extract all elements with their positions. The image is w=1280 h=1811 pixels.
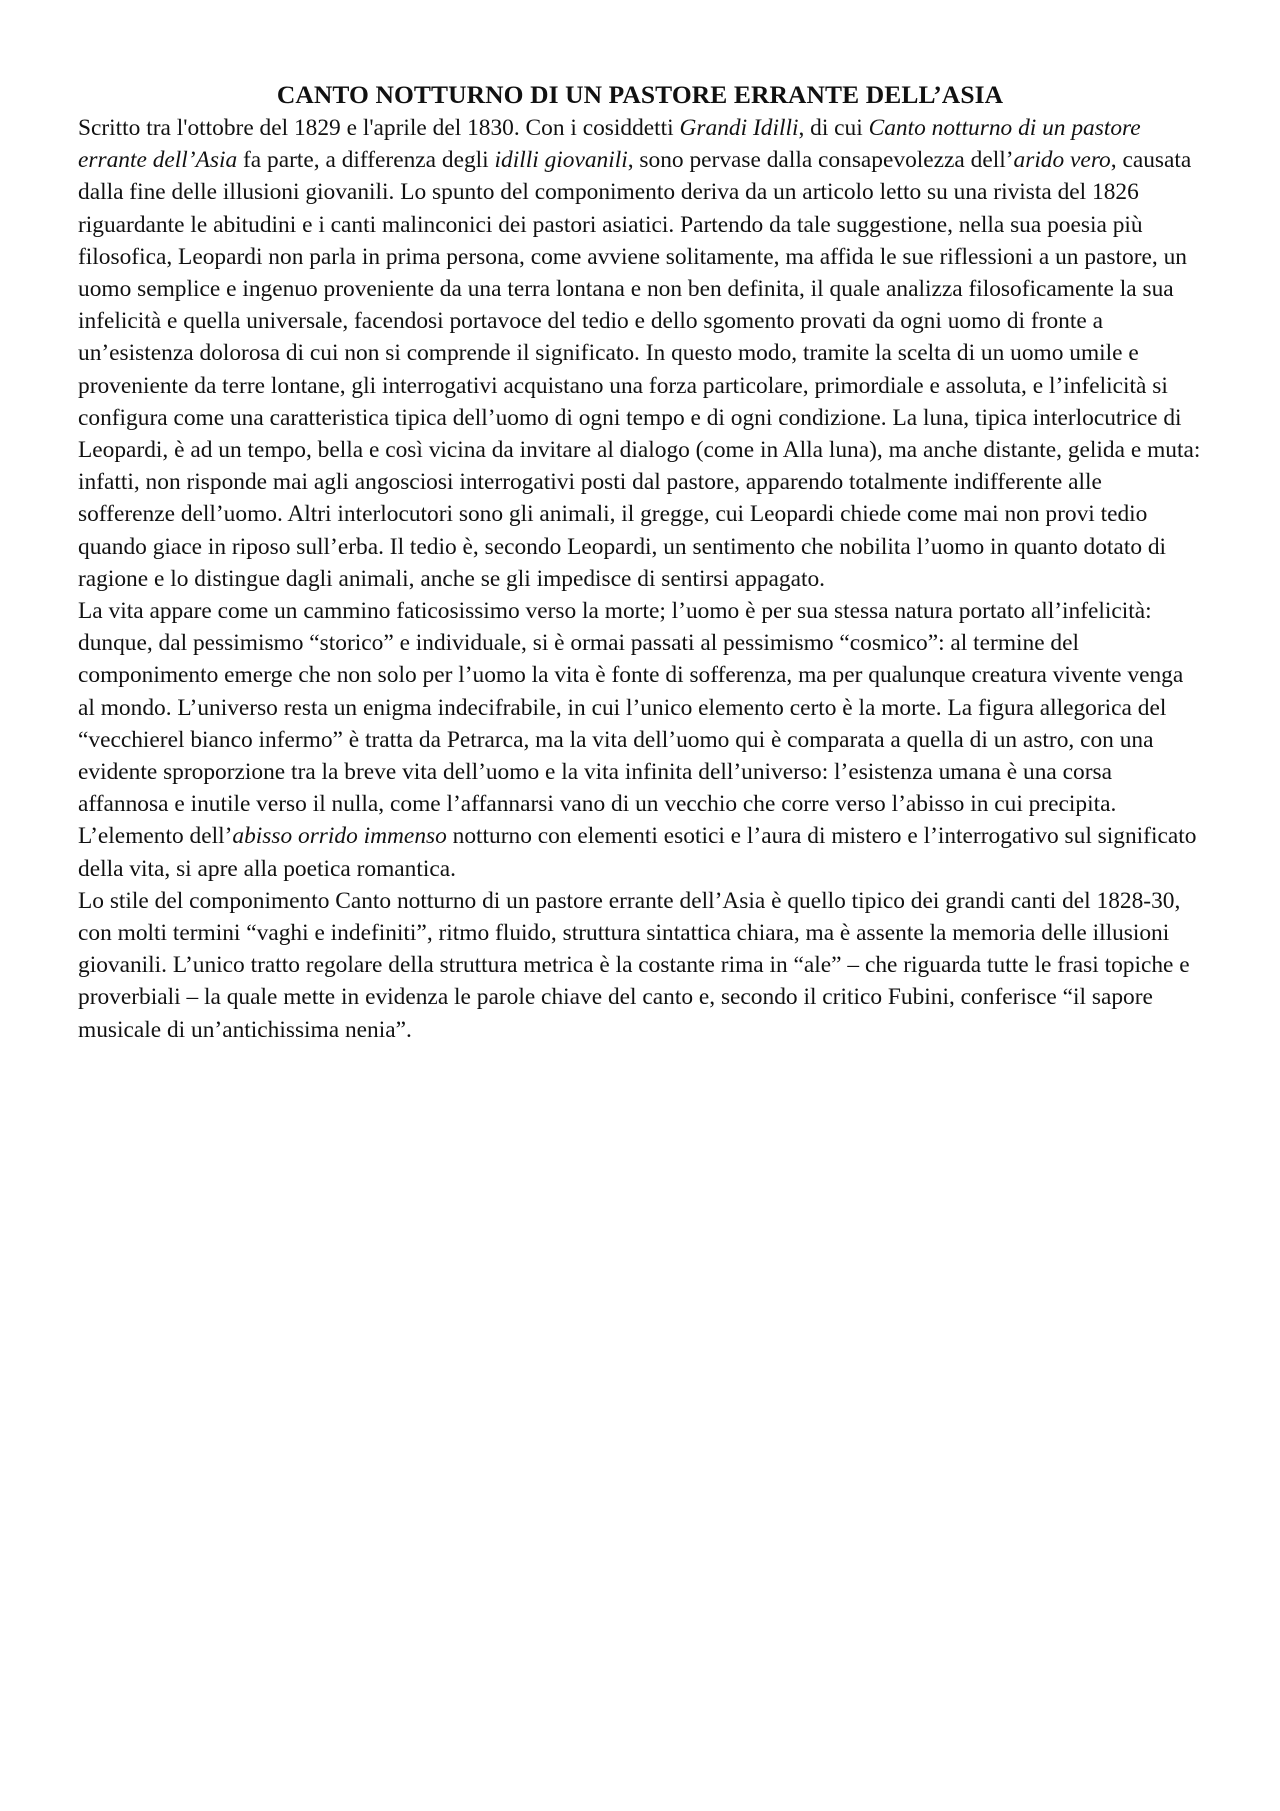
italic-idilli-giovanili: idilli giovanili: [494, 147, 628, 174]
italic-grandi-idilli: Grandi Idilli: [679, 115, 799, 141]
document-title: CANTO NOTTURNO DI UN PASTORE ERRANTE DELL’ASIA: [276, 80, 1004, 109]
paragraph-text: , causata dalla fine delle illusioni giovanili. Lo spunto del componimento deriva da un articolo letto su una rivista del 1826 riguardante le abitudini e i canti malinconici dei pastori asiatici. Partendo da tale suggestione, nella sua poesia più filosofica, Leopardi non parla in prima persona, come avviene solitamente, ma affida le sue riflessioni a un pastore, un uomo semplice e ingenuo proveniente da una terra lontana e non ben definita, il quale analizza filosoficamente la sua infelicità e quella universale, facendosi portavoce del tedio e dello sgomento provati da ogni uomo di fronte a un’esistenza dolorosa di cui non si comprende il significato. In questo modo, tramite la scelta di un uomo umile e proveniente da terre lontane, gli interrogativi acquistano una forza particolare, primordiale e assoluta, e l’infelicità si configura come una caratteristica tipica dell’uomo di ogni tempo e di ogni condizione. La luna, tipica interlocutrice di Leopardi, è ad un tempo, bella e così vicina da invitare al dialogo (come in Alla luna), ma anche distante, gelida e muta: infatti, non risponde mai agli angosciosi interrogativi posti dal pastore, apparendo totalmente indifferente alle sofferenze dell’uomo. Altri interlocutori sono gli animali, il gregge, cui Leopardi chiede come mai non provi tedio quando giace in riposo sull’erba. Il tedio è, secondo Leopardi, un sentimento che nobilita l’uomo in quanto dotato di ragione e lo distingue dagli animali, anche se gli impedisce di sentirsi appagato.: [78, 147, 1201, 592]
italic-arido-vero: arido vero: [1013, 147, 1111, 174]
paragraph-text: La vita appare come un cammino faticosissimo verso la morte; l’uomo è per sua stessa natura portato all’infelicità: dunque, dal pessimismo “storico” e individuale, si è ormai passati al pessimismo “cosmico”: al termine del componimento emerge che non solo per l’uomo la vita è fonte di sofferenza, ma per qualunque creatura vivente venga al mondo. L’universo resta un enigma indecifrabile, in cui l’unico elemento certo è la morte. La figura allegorica del “vecchierel bianco infermo” è tratta da Petrarca, ma la vita dell’uomo qui è comparata a quella di un astro, con una evidente sproporzione tra la breve vita dell’uomo e la vita infinita dell’universo: l’esistenza umana è una corsa affannosa e inutile verso il nulla, come l’affannarsi vano di un vecchio che corre verso l’abisso in cui precipita. L’elemento dell’: [78, 598, 1184, 850]
paragraph-text: Scritto tra l'ottobre del 1829 e l'aprile del 1830. Con i cosiddetti: [78, 115, 680, 141]
paragraph-text: notturno con elementi esotici e l’aura di mistero e l’interrogativo sul significato della vita, si apre alla poetica romantica.: [78, 823, 1197, 882]
paragraph-text: , di cui: [798, 115, 869, 141]
paragraph-pessimism: [78, 595, 1202, 885]
paragraph-intro: [78, 112, 1202, 595]
paragraph-text: fa parte, a differenza degli: [237, 147, 495, 174]
paragraph-text: , sono pervase dalla consapevolezza dell’: [627, 147, 1014, 174]
document-body: [78, 78, 1202, 1046]
italic-abisso-orrido-immenso: abisso orrido immenso: [232, 823, 447, 850]
paragraph-style: Lo stile del componimento Canto notturno di un pastore errante dell’Asia è quello tipico dei grandi canti del 1828-30, con molti termini “vaghi e indefiniti”, ritmo fluido, struttura sintattica chiara, ma è assente la memoria delle illusioni giovanili. L’unico tratto regolare della struttura metrica è la costante rima in “ale” – che riguarda tutte le frasi topiche e proverbiali – la quale mette in evidenza le parole chiave del canto e, secondo il critico Fubini, conferisce “il sapore musicale di un’antichissima nenia”.: [78, 887, 1190, 1043]
italic-poem-title: Canto notturno di un pastore errante dell’Asia: [78, 115, 1141, 174]
